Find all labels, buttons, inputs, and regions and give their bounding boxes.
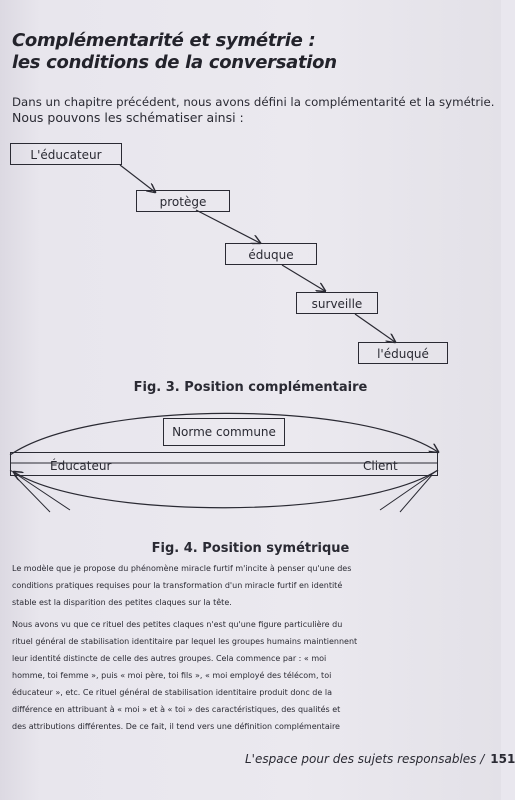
- intro-line-1: Dans un chapitre précédent, nous avons défini la complémentarité et la symétrie.: [12, 95, 495, 109]
- paragraph-2-line: Nous avons vu que ce rituel des petites claques n'est qu'une figure particulière du: [12, 620, 343, 629]
- box-eduque-person: l'éduqué: [358, 342, 448, 364]
- title-line-2: les conditions de la conversation: [12, 52, 337, 73]
- paragraph-2-line: différence en attribuant à « moi » et à « toi » des caractéristiques, des qualités et: [12, 705, 341, 714]
- figure-4-caption: Fig. 4. Position symétrique: [151, 541, 350, 556]
- box-norme-commune: Norme commune: [163, 418, 285, 446]
- right-cross-lines: [380, 470, 438, 512]
- paragraph-2-line: homme, toi femme », puis « moi père, toi fils », « moi employé des télécom, toi: [12, 671, 332, 680]
- paragraph-2-line: leur identité distincte de celle des autres groupes. Cela commence par : « moi: [12, 654, 327, 663]
- box-educateur: L'éducateur: [10, 143, 122, 165]
- label-educateur: Éducateur: [50, 459, 112, 473]
- page-footer: [245, 752, 515, 766]
- paragraph-2-line: des attributions différentes. De ce fait, il tend vers une définition complémentaire: [12, 722, 340, 731]
- title-line-1: Complémentarité et symétrie :: [12, 30, 316, 51]
- footer-running-title: L'espace pour des sujets responsables /: [245, 752, 485, 766]
- intro-line-2: Nous pouvons les schématiser ainsi :: [12, 110, 244, 125]
- paragraph-1-line: Le modèle que je propose du phénomène miracle furtif m'incite à penser qu'une des: [12, 564, 352, 573]
- connector-3: [282, 265, 325, 291]
- paragraph-1-line: conditions pratiques requises pour la transformation d'un miracle furtif en identité: [12, 581, 343, 590]
- paragraph-2-line: rituel général de stabilisation identitaire par lequel les groupes humains maintiennent: [12, 637, 358, 646]
- paragraph-2: [12, 616, 496, 735]
- paragraph-1: [12, 560, 496, 611]
- paragraph-1-line: stable est la disparition des petites claques sur la tête.: [12, 598, 232, 607]
- page-number: 151: [490, 752, 515, 766]
- paragraph-2-line: éducateur », etc. Ce rituel général de stabilisation identitaire produit donc de la: [12, 688, 332, 697]
- box-protege: protège: [136, 190, 230, 212]
- connector-1: [120, 165, 155, 192]
- label-client: Client: [363, 459, 398, 473]
- connector-2: [196, 210, 260, 243]
- box-eduque: éduque: [225, 243, 317, 265]
- connector-4: [355, 314, 395, 342]
- figure-3-caption: Fig. 3. Position complémentaire: [133, 380, 368, 395]
- box-surveille: surveille: [296, 292, 378, 314]
